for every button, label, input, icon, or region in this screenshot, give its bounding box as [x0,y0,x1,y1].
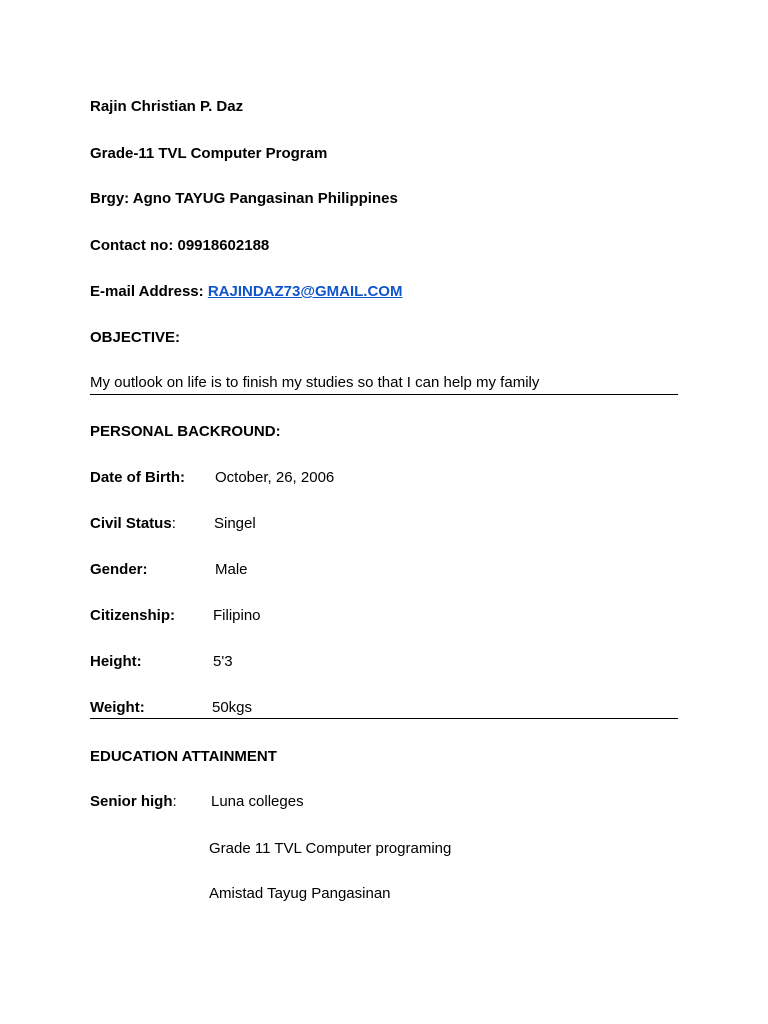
dob-label: Date of Birth: [90,469,185,486]
applicant-name: Rajin Christian P. Daz [90,98,244,115]
email-label: E-mail Address: [90,283,208,300]
civil-status-value: Singel [214,515,256,532]
citizenship-label: Citizenship: [90,607,175,624]
height-label: Height: [90,653,142,670]
personal-divider [90,718,678,719]
senior-high-label: Senior high [90,793,173,810]
address-line: Brgy: Agno TAYUG Pangasinan Philippines [90,190,398,207]
email-link[interactable]: RAJINDAZ73@GMAIL.COM [207,283,403,300]
weight-label: Weight: [90,699,145,716]
program-line: Grade-11 TVL Computer Program [90,145,328,162]
civil-status-label: Civil Status [90,515,172,532]
senior-high-colon: : [172,793,177,810]
personal-heading: PERSONAL BACKROUND: [90,423,281,440]
senior-high-label-group [90,793,177,811]
school-location: Amistad Tayug Pangasinan [209,885,391,902]
height-value: 5'3 [213,653,233,670]
contact-line: Contact no: 09918602188 [90,237,270,254]
education-heading: EDUCATION ATTAINMENT [90,748,277,765]
civil-status-colon: : [171,515,176,532]
weight-value: 50kgs [212,699,253,716]
school-name: Luna colleges [211,793,304,810]
objective-text: My outlook on life is to finish my studies so that I can help my family [90,374,540,391]
civil-status-label-group [90,515,176,533]
gender-value: Male [215,561,248,578]
gender-label: Gender: [90,561,148,578]
email-line [90,283,402,301]
objective-heading: OBJECTIVE: [90,329,181,346]
school-program: Grade 11 TVL Computer programing [209,840,452,857]
objective-divider [90,394,678,395]
dob-value: October, 26, 2006 [215,469,335,486]
citizenship-value: Filipino [213,607,261,624]
